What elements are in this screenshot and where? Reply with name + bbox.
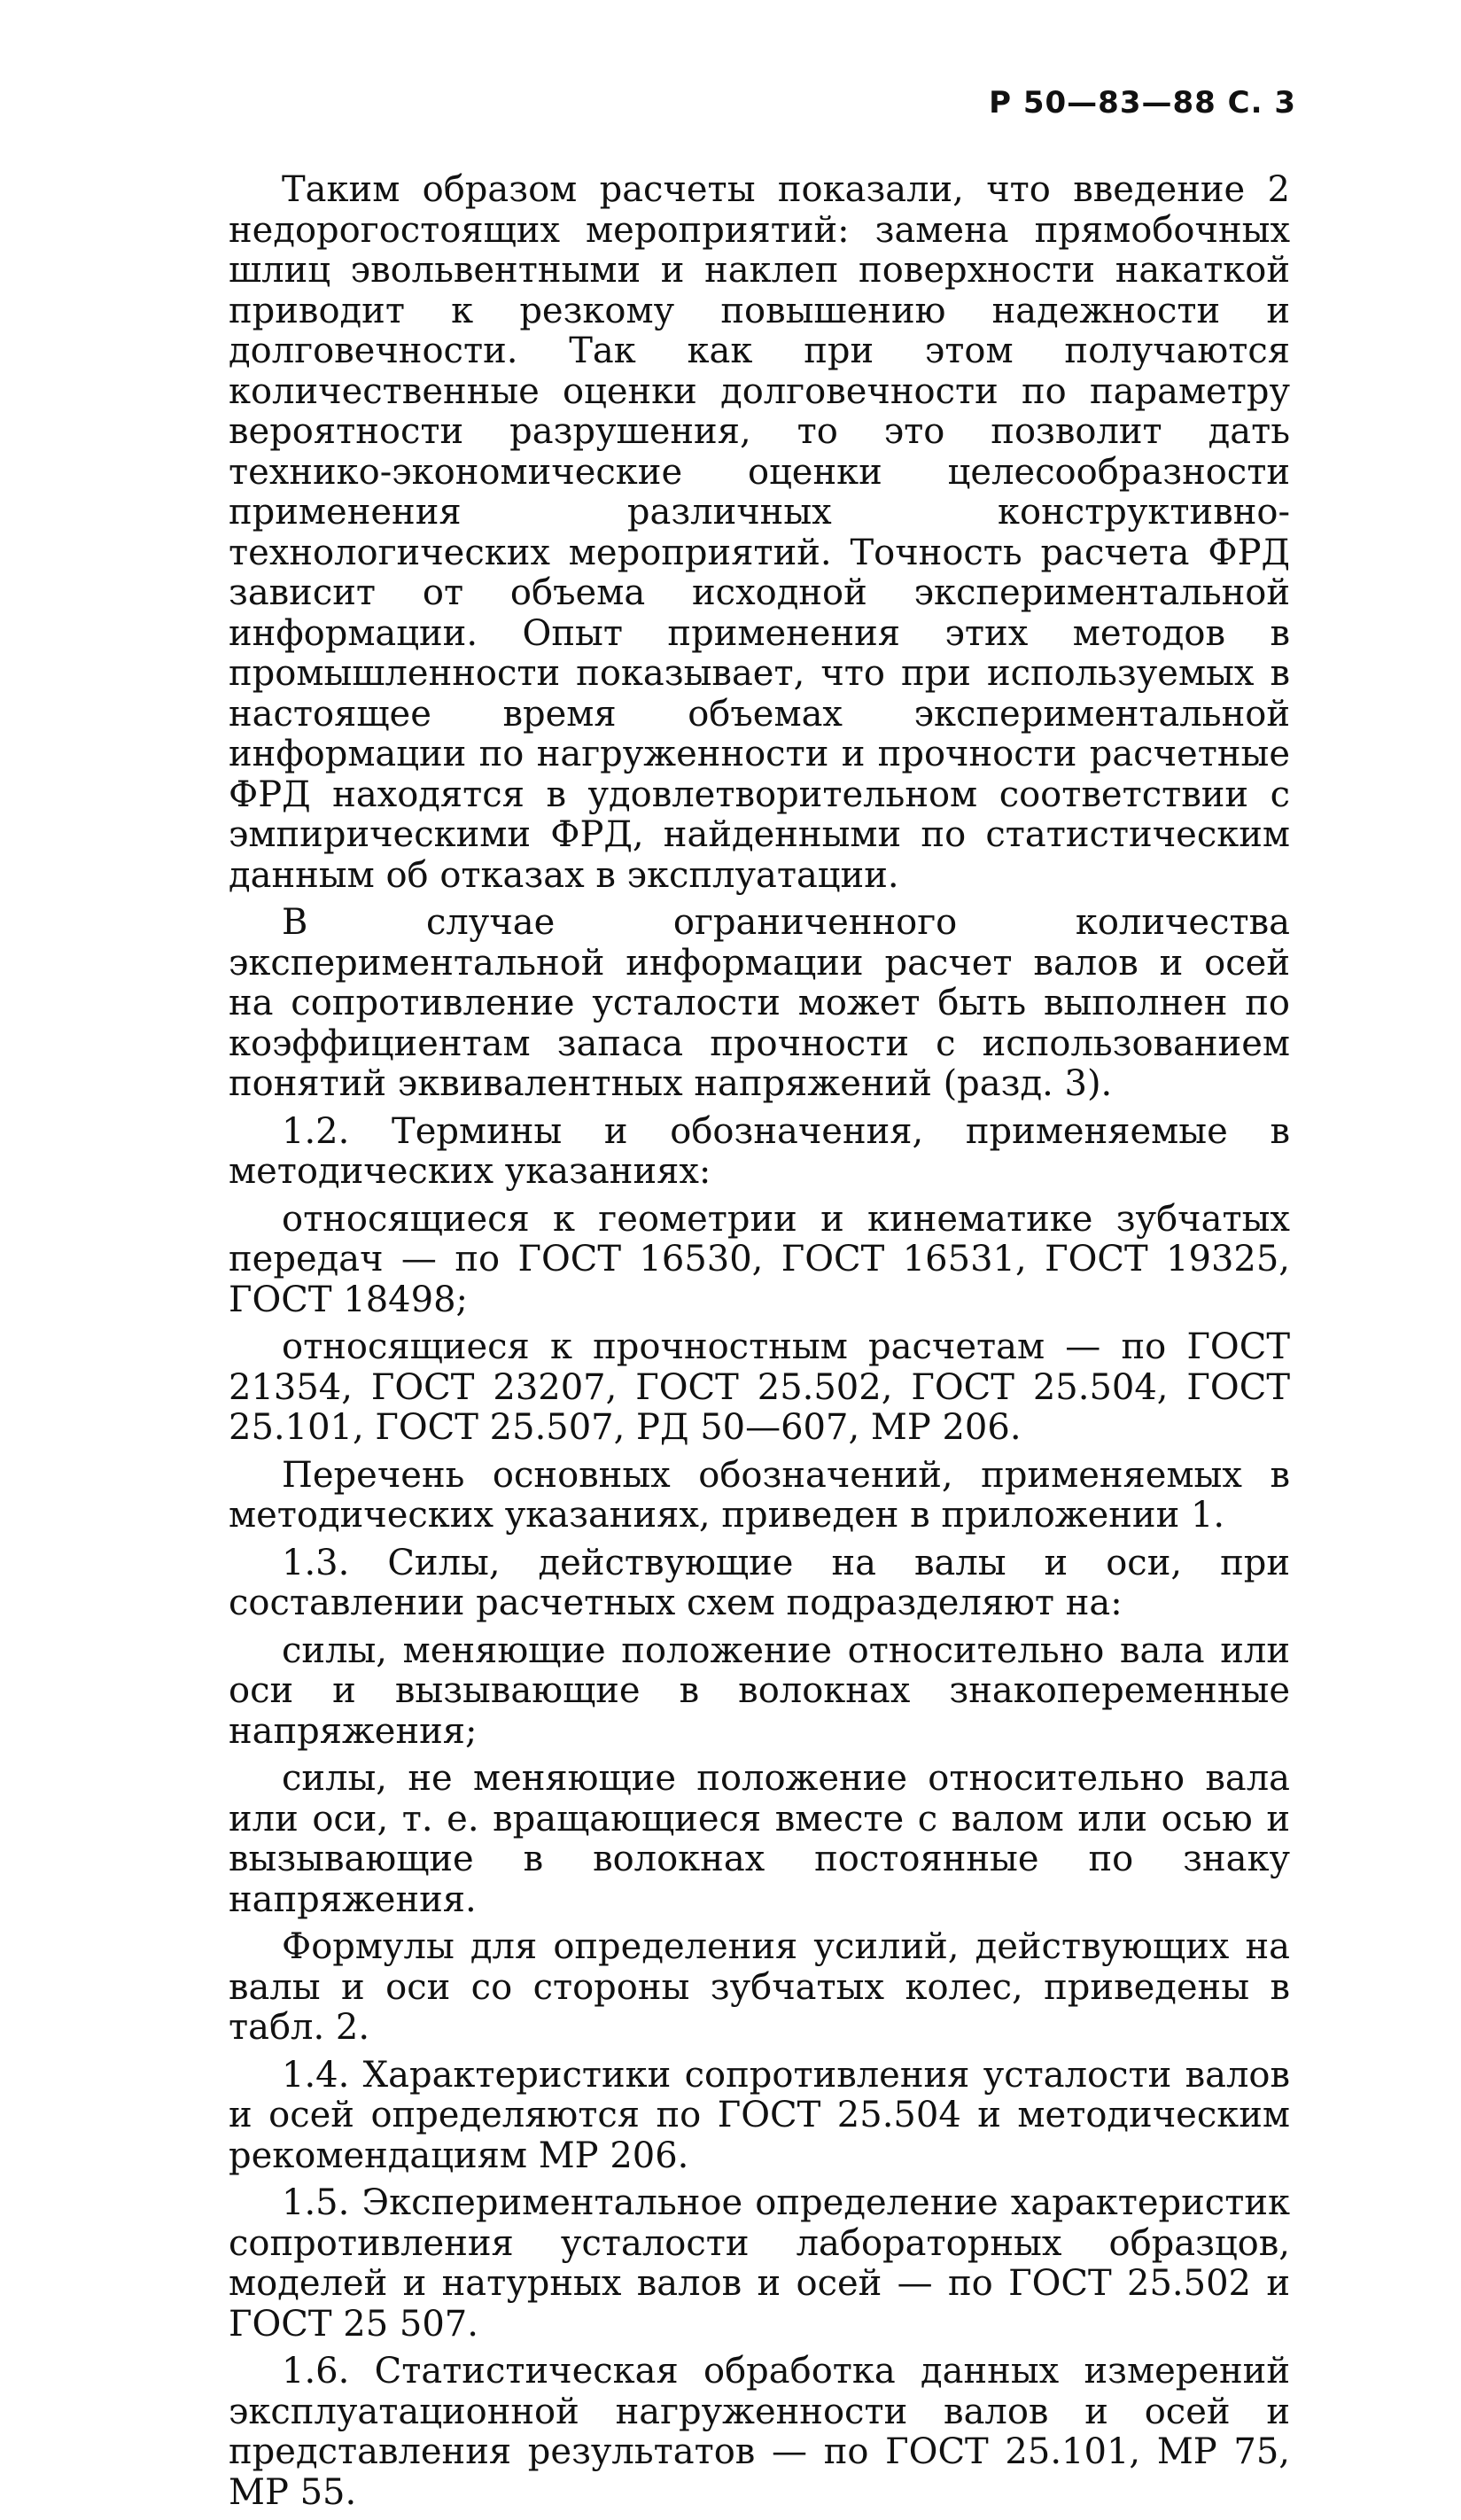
document-body [229, 170, 1290, 2520]
paragraph-limited-info: В случае ограниченного количества экспериментальной информации расчет валов и осей на сопротивление усталости может быть выполнен по коэффициентам запаса прочности с использованием понятий эквивалентных напряжений (разд. 3). [229, 902, 1290, 1104]
paragraph-forces-alternating: силы, меняющие положение относительно вала или оси и вызывающие в волокнах знакопеременные напряжения; [229, 1629, 1290, 1752]
paragraph-1-5-experimental: 1.5. Экспериментальное определение характеристик сопротивления усталости лабораторных образцов, моделей и натурных валов и осей — по ГОСТ 25.502 и ГОСТ 25 507. [229, 2182, 1290, 2345]
paragraph-1-3-forces: 1.3. Силы, действующие на валы и оси, при составлении расчетных схем подразделяют на: [229, 1542, 1290, 1623]
paragraph-conclusion: Таким образом расчеты показали, что введение 2 недорогостоящих мероприятий: замена прямобочных шлиц эвольвентными и наклеп поверхности накаткой приводит к резкому повышению надежности и долговечности. Так как при этом получаются количественные оценки долговечности по параметру вероятности разрушения, то это позволит дать технико-экономические оценки целесообразности применения различных конструктивно-технологических мероприятий. Точность расчета ФРД зависит от объема исходной экспериментальной информации. Опыт применения этих методов в промышленности показывает, что при используемых в настоящее время объемах экспериментальной информации по нагруженности и прочности расчетные ФРД находятся в удовлетворительном соответствии с эмпирическими ФРД, найденными по статистическим данным об отказах в эксплуатации. [229, 169, 1290, 896]
paragraph-1-6-statistics: 1.6. Статистическая обработка данных измерений эксплуатационной нагруженности валов и осей и представления результатов — по ГОСТ 25.101, МР 75, МР 55. [229, 2351, 1290, 2513]
paragraph-strength-standards: относящиеся к прочностным расчетам — по ГОСТ 21354, ГОСТ 23207, ГОСТ 25.502, ГОСТ 25.504, ГОСТ 25.101, ГОСТ 25.507, РД 50—607, МР 206. [229, 1326, 1290, 1448]
paragraph-1-4-characteristics: 1.4. Характеристики сопротивления усталости валов и осей определяются по ГОСТ 25.504 и методическим рекомендациям МР 206. [229, 2054, 1290, 2176]
paragraph-designations-list: Перечень основных обозначений, применяемых в методических указаниях, приведен в приложении 1. [229, 1454, 1290, 1536]
paragraph-forces-constant: силы, не меняющие положение относительно вала или оси, т. е. вращающиеся вместе с валом или осью и вызывающие в волокнах постоянные по знаку напряжения. [229, 1758, 1290, 1920]
page-header-code: Р 50—83—88 С. 3 [989, 85, 1296, 121]
paragraph-geometry-standards: относящиеся к геометрии и кинематике зубчатых передач — по ГОСТ 16530, ГОСТ 16531, ГОСТ 19325, ГОСТ 18498; [229, 1198, 1290, 1320]
paragraph-1-2-terms: 1.2. Термины и обозначения, применяемые в методических указаниях: [229, 1110, 1290, 1192]
paragraph-gear-force-formulas: Формулы для определения усилий, действующих на валы и оси со стороны зубчатых колес, приведены в табл. 2. [229, 1926, 1290, 2048]
